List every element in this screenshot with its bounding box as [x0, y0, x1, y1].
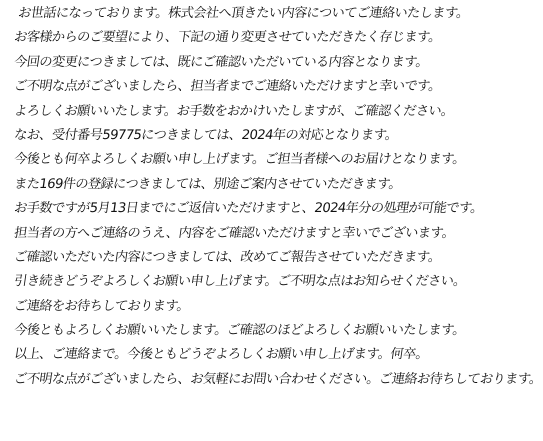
letter-line-8: また169件の登録につきましては、別途ご案内させていただきます。 [13, 176, 403, 192]
letter-line-6: なお、受付番号59775につきましては、2024年の対応となります。 [13, 127, 399, 143]
letter-line-1: お世話になっております。株式会社へ頂きたい内容についてご連絡いたします。 [17, 6, 470, 21]
letter-line-17 [12, 392, 443, 416]
letter-line-3: 今回の変更につきましては、既にご確認いただいている内容となります。 [13, 54, 430, 70]
letter-line-7: 今後とも何卒よろしくお願い申し上げます。ご担当者様へのお届けとなります。 [13, 152, 467, 168]
letter-line-16: ご不明な点がございましたら、お気軽にお問い合わせください。ご連絡お待ちしております。 [13, 371, 543, 387]
letter-line-2: お客様からのご要望により、下記の通り変更させていただきたく存じます。 [13, 30, 443, 46]
letter-line-14: 今後ともよろしくお願いいたします。ご確認のほどよろしくお願いいたします。 [13, 323, 467, 339]
letter-line-12: 引き続きどうぞよろしくお願い申し上げます。ご不明な点はお知らせください。 [13, 274, 467, 290]
letter-line-15: 以上、ご連絡まで。今後ともどうぞよろしくお願い申し上げます。何卒。 [13, 347, 430, 363]
letter-line-4: ご不明な点がございましたら、担当者までご連絡いただけますと幸いです。 [13, 79, 443, 95]
letter-line-10: 担当者の方へご連絡のうえ、内容をご確認いただけますと幸いでございます。 [13, 225, 456, 241]
letter-line-9: お手数ですが5月13日までにご返信いただけますと、2024年分の処理が可能です。 [13, 201, 485, 217]
letter-line-11: ご確認いただいた内容につきましては、改めてご報告させていただきます。 [13, 249, 442, 265]
letter-line-13: ご連絡をお待ちしております。 [13, 298, 191, 314]
letter-line-18 [12, 417, 443, 441]
letter-line-5: よろしくお願いいたします。お手数をおかけいたしますが、ご確認ください。 [13, 103, 455, 119]
